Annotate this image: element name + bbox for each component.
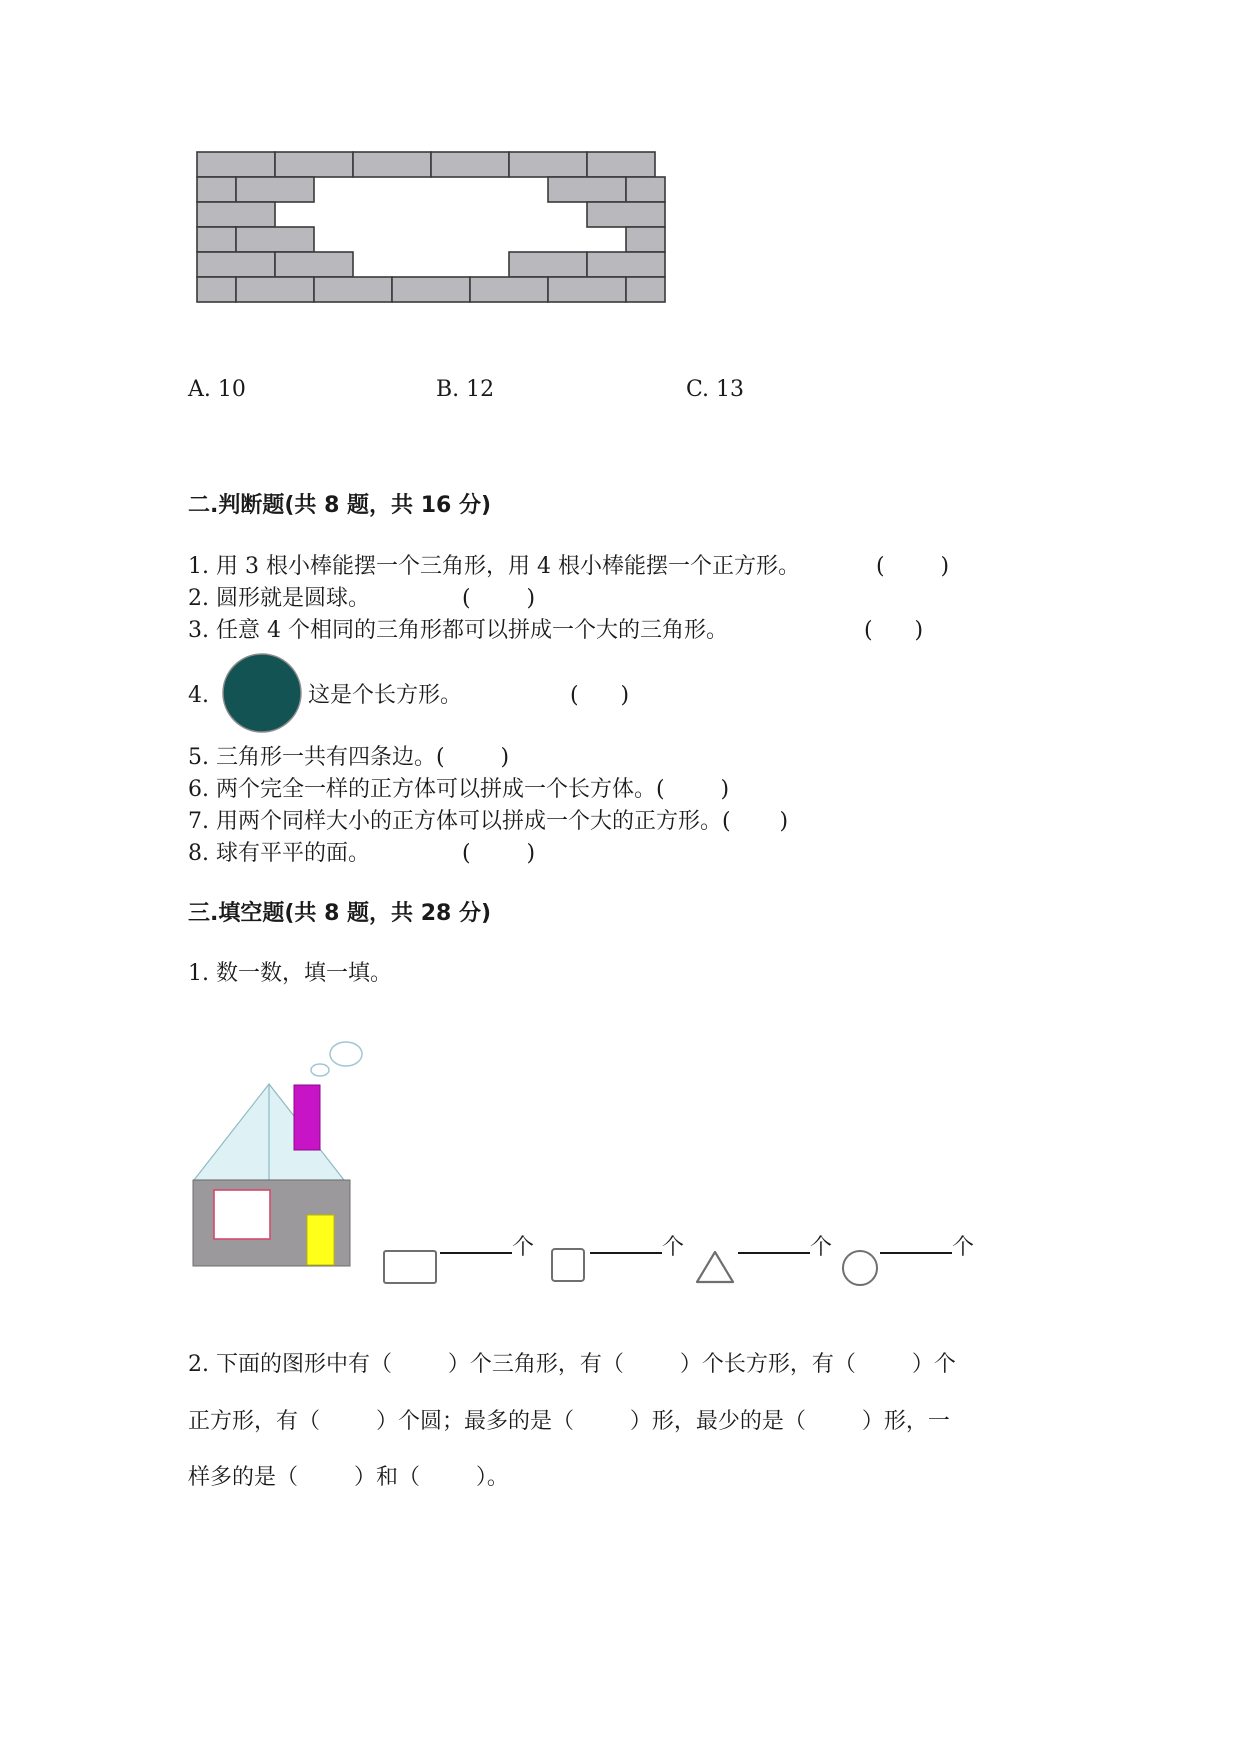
house-figure <box>190 1038 390 1278</box>
fill-question-2-line1: 2. 下面的图形中有（ ）个三角形，有（ ）个长方形，有（ ）个 <box>188 1352 956 1377</box>
cloud-bubble-large <box>330 1042 362 1066</box>
judge-item-3: 3. 任意 4 个相同的三角形都可以拼成一个大的三角形。 <box>188 618 728 643</box>
square-shape-icon <box>550 1247 588 1285</box>
brick <box>197 252 275 277</box>
brick <box>431 152 509 177</box>
brick <box>197 177 236 202</box>
judge-item-8-paren: ( ) <box>462 841 536 866</box>
judge-item-1-paren: ( ) <box>876 554 950 579</box>
rectangle-shape-icon <box>382 1249 438 1285</box>
brick <box>509 252 587 277</box>
brick <box>197 277 236 302</box>
brick <box>626 277 665 302</box>
brick <box>587 202 665 227</box>
brick <box>236 277 314 302</box>
option-c: C. 13 <box>686 377 745 402</box>
judge-item-6: 6. 两个完全一样的正方体可以拼成一个长方体。( ) <box>188 777 730 802</box>
judge-item-5: 5. 三角形一共有四条边。( ) <box>188 745 510 770</box>
count-circle-blank[interactable]: 个 <box>880 1230 974 1262</box>
option-b: B. 12 <box>436 377 495 402</box>
brick <box>626 227 665 252</box>
section2-title: 二.判断题(共 8 题，共 16 分) <box>188 493 492 518</box>
door-rectangle <box>307 1215 334 1265</box>
count-rectangle-blank[interactable]: 个 <box>440 1230 534 1262</box>
brick <box>197 202 275 227</box>
judge-item-7: 7. 用两个同样大小的正方体可以拼成一个大的正方形。( ) <box>188 809 789 834</box>
brick <box>236 177 314 202</box>
circle-shape-icon <box>840 1248 880 1288</box>
brick <box>548 177 626 202</box>
brick <box>275 152 353 177</box>
brick <box>314 277 392 302</box>
judge-item-1: 1. 用 3 根小棒能摆一个三角形，用 4 根小棒能摆一个正方形。 <box>188 554 800 579</box>
teal-circle-image <box>220 651 304 735</box>
fill-question-1: 1. 数一数，填一填。 <box>188 961 392 986</box>
brick <box>470 277 548 302</box>
fill-question-2-line2: 正方形，有（ ）个圆；最多的是（ ）形，最少的是（ ）形，一 <box>188 1409 950 1434</box>
judge-item-4-number: 4. <box>188 683 209 708</box>
brick <box>236 227 314 252</box>
brick <box>587 252 665 277</box>
fill-question-2-line3: 样多的是（ ）和（ ）。 <box>188 1465 509 1490</box>
brick <box>626 177 665 202</box>
cloud-bubble-small <box>311 1064 329 1076</box>
judge-item-8: 8. 球有平平的面。 <box>188 841 370 866</box>
judge-item-4-paren: ( ) <box>570 683 630 708</box>
chimney-rectangle <box>294 1085 320 1150</box>
brick <box>548 277 626 302</box>
judge-item-3-paren: ( ) <box>864 618 924 643</box>
triangle-shape-icon <box>694 1249 736 1285</box>
option-a: A. 10 <box>188 377 246 402</box>
count-square-blank[interactable]: 个 <box>590 1230 684 1262</box>
brick <box>275 252 353 277</box>
brick <box>587 152 655 177</box>
brick <box>197 227 236 252</box>
section3-title: 三.填空题(共 8 题，共 28 分) <box>188 901 492 926</box>
judge-item-2-paren: ( ) <box>462 586 536 611</box>
brick-wall-figure <box>195 150 675 310</box>
window-square <box>214 1190 270 1239</box>
judge-item-2: 2. 圆形就是圆球。 <box>188 586 370 611</box>
judge-item-4: 这是个长方形。 <box>308 683 463 708</box>
brick <box>392 277 470 302</box>
brick <box>197 152 275 177</box>
count-triangle-blank[interactable]: 个 <box>738 1230 832 1262</box>
brick <box>353 152 431 177</box>
brick <box>509 152 587 177</box>
